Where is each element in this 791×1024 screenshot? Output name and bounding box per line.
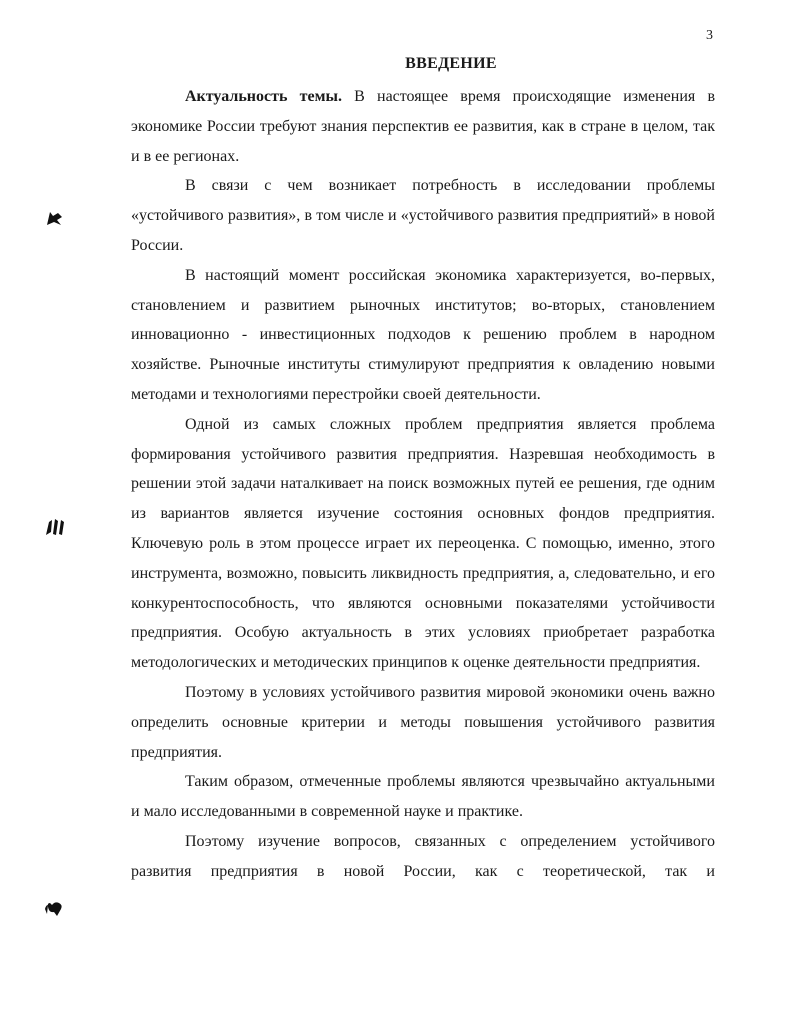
paragraph: Поэтому изучение вопросов, связанных с определением устойчивого развития предприятия в новой России, как с теоретической, так и <box>131 832 715 880</box>
paragraph-lead: Актуальность темы. <box>185 88 342 105</box>
paragraph: Одной из самых сложных проблем предприятия является проблема формирования устойчивого развития предприятия. Назревшая необходимость в решении этой задачи наталкивает на поиск возможных путей ее решения, где одним из вариантов является изучение состояния основных фондов предприятия. Ключевую роль в этом процессе играет их переоценка. С помощью, именно, этого инструмента, возможно, повысить ликвидность предприятия, а, следовательно, и его конкурентоспособность, что являются основными показателями устойчивости предприятия. Особую актуальность в этих условиях приобретает разработка методологических и методических принципов к оценке деятельности предприятия. <box>131 415 715 672</box>
paragraph: Поэтому в условиях устойчивого развития мировой экономики очень важно определить основные критерии и методы повышения устойчивого развития предприятия. <box>131 683 715 761</box>
paragraph: Таким образом, отмеченные проблемы являются чрезвычайно актуальными и мало исследованными в современной науке и практике. <box>131 773 715 821</box>
paragraph <box>131 82 715 171</box>
section-heading: ВВЕДЕНИЕ <box>405 55 497 72</box>
binder-hole-mark-icon <box>44 516 66 538</box>
paragraph: В настоящий момент российская экономика характеризуется, во-первых, становлением и развитием рыночных институтов; во-вторых, становлением инновационно - инвестиционных подходов к решению проблем в народном хозяйстве. Рыночные институты стимулируют предприятия к овладению новыми методами и технологиями перестройки своей деятельности. <box>131 266 715 403</box>
binder-hole-mark-icon <box>44 207 66 229</box>
paragraph: В связи с чем возникает потребность в исследовании проблемы «устойчивого развития», в том числе и «устойчивого развития предприятий» в новой России. <box>131 177 715 254</box>
paragraph-text: В настоящее время происходящие изменения в экономике России требуют знания перспектив ее развития, как в стране в целом, так и в ее регионах. <box>131 88 716 165</box>
binder-hole-mark-icon <box>44 899 66 921</box>
page-number: 3 <box>706 28 713 43</box>
body-text <box>131 82 715 887</box>
